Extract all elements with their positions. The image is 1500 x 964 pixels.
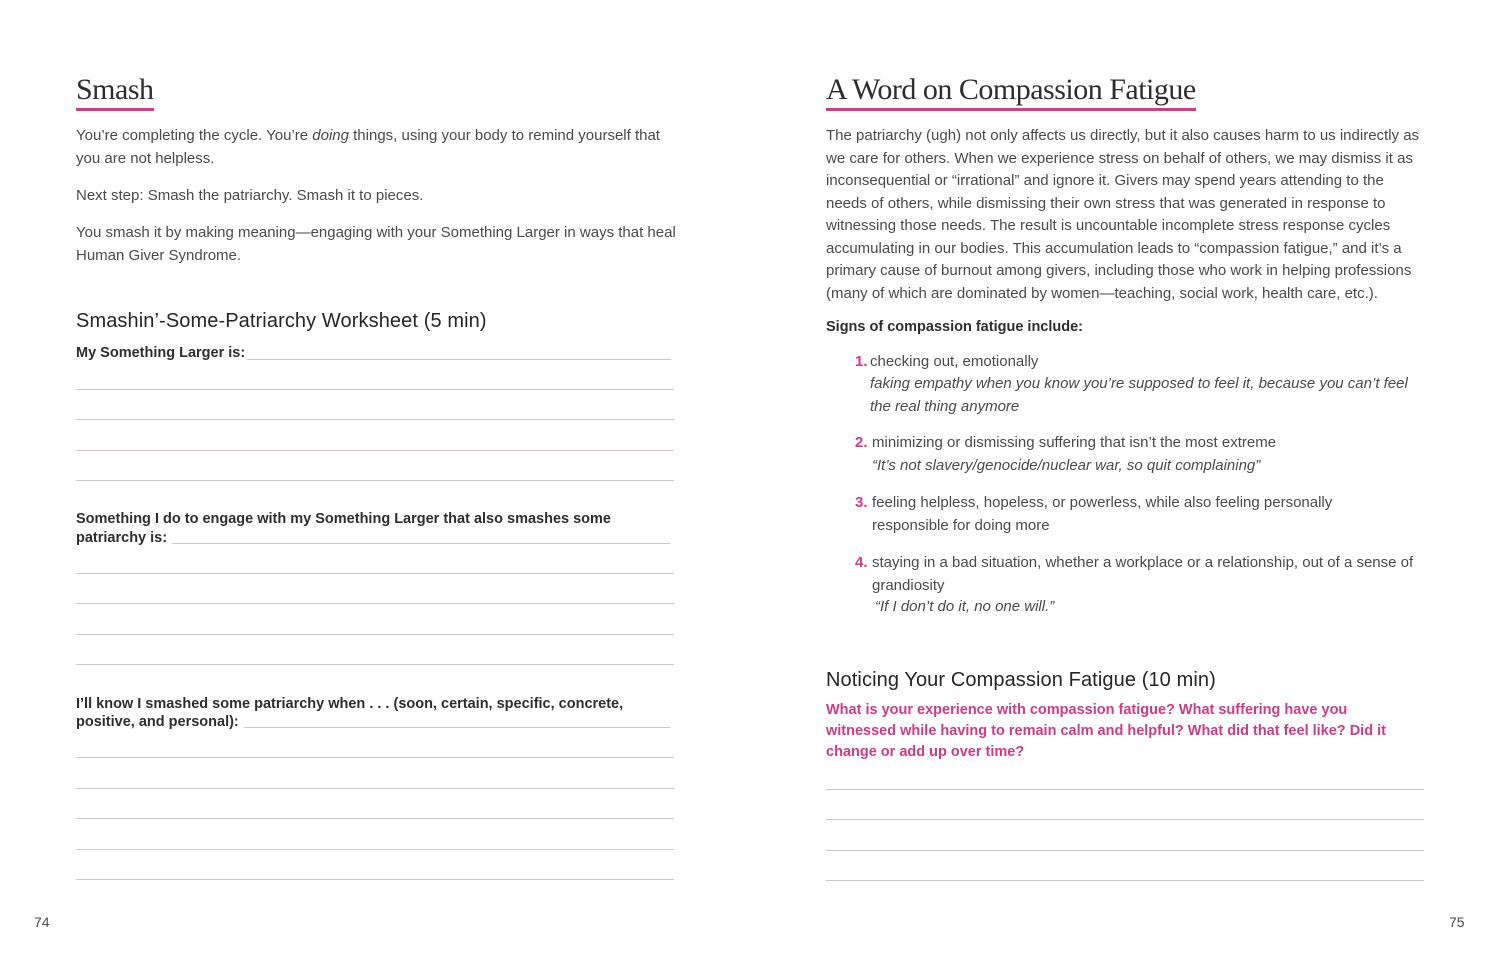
sign-example-1: faking empathy when you know you’re supposed to feel it, because you can’t feel the real thing anymore bbox=[870, 375, 1408, 415]
answer-line[interactable] bbox=[826, 850, 1424, 851]
noticing-title: Noticing Your Compassion Fatigue (10 min) bbox=[826, 669, 1216, 691]
answer-line-inline-3[interactable] bbox=[244, 727, 670, 728]
question-know-line2: positive, and personal): bbox=[76, 714, 239, 730]
answer-line[interactable] bbox=[76, 573, 674, 574]
signs-label: Signs of compassion fatigue include: bbox=[826, 319, 1083, 335]
sign-text-3: feeling helpless, hopeless, or powerless, while also feeling personally responsible for doing more bbox=[872, 494, 1333, 534]
answer-line[interactable] bbox=[76, 450, 674, 451]
answer-line-inline-2[interactable] bbox=[172, 543, 670, 544]
intro-emphasis: doing bbox=[312, 127, 349, 144]
sign-number-2: 2. bbox=[855, 434, 868, 451]
question-know-line1: I’ll know I smashed some patriarchy when . . . (soon, certain, specific, concrete, bbox=[76, 696, 624, 712]
sign-number-1: 1. bbox=[855, 353, 868, 370]
page-number-right: 75 bbox=[1449, 914, 1465, 930]
meaning-text: You smash it by making meaning—engaging with your Something Larger in ways that heal Human Giver Syndrome. bbox=[76, 224, 676, 264]
sign-text-4: staying in a bad situation, whether a workplace or a relationship, out of a sense of grandiosity bbox=[872, 554, 1414, 594]
intro-text-2: things, using your body to remind yourself that you are not helpless. bbox=[76, 127, 660, 167]
worksheet-title: Smashin’-Some-Patriarchy Worksheet (5 min) bbox=[76, 310, 487, 332]
right-page bbox=[826, 0, 1426, 964]
sign-number-3: 3. bbox=[855, 494, 868, 511]
answer-line[interactable] bbox=[76, 389, 674, 390]
left-page bbox=[76, 0, 676, 964]
answer-line[interactable] bbox=[76, 419, 674, 420]
answer-line[interactable] bbox=[826, 819, 1424, 820]
answer-line[interactable] bbox=[76, 603, 674, 604]
answer-line[interactable] bbox=[76, 757, 674, 758]
smash-intro bbox=[76, 125, 676, 170]
smash-title: Smash bbox=[76, 72, 154, 111]
sign-example-2: “It’s not slavery/genocide/nuclear war, so quit complaining” bbox=[872, 457, 1261, 474]
intro-text-1: You’re completing the cycle. You’re bbox=[76, 127, 313, 144]
sign-example-4: “If I don’t do it, no one will.” bbox=[875, 598, 1055, 615]
answer-line[interactable] bbox=[76, 818, 674, 819]
answer-line[interactable] bbox=[76, 849, 674, 850]
answer-line[interactable] bbox=[76, 664, 674, 665]
compassion-fatigue-title: A Word on Compassion Fatigue bbox=[826, 72, 1196, 111]
question-engage-line1: Something I do to engage with my Something Larger that also smashes some bbox=[76, 511, 611, 527]
answer-line[interactable] bbox=[76, 879, 674, 880]
noticing-prompt: What is your experience with compassion fatigue? What suffering have you witnessed while having to remain calm and helpful? What did that feel like? Did it change or add up over time? bbox=[826, 702, 1386, 760]
answer-line[interactable] bbox=[826, 880, 1424, 881]
answer-line[interactable] bbox=[76, 788, 674, 789]
page-number-left: 74 bbox=[34, 914, 50, 930]
sign-number-4: 4. bbox=[855, 554, 868, 571]
answer-line-inline-1[interactable] bbox=[247, 359, 671, 360]
question-something-larger: My Something Larger is: bbox=[76, 345, 246, 361]
question-engage-line2: patriarchy is: bbox=[76, 530, 168, 546]
next-step-text: Next step: Smash the patriarchy. Smash it to pieces. bbox=[76, 187, 424, 204]
answer-line[interactable] bbox=[826, 789, 1424, 790]
answer-line[interactable] bbox=[76, 480, 674, 481]
sign-text-1: checking out, emotionally bbox=[870, 353, 1039, 370]
compassion-fatigue-body: The patriarchy (ugh) not only affects us directly, but it also causes harm to us indirectly as we care for others. When we experience stress on behalf of others, we may dismiss it as inconsequential or “irrational” and ignore it. Givers may spend years attending to the needs of others, while dismissing their own stress that was generated in response to witnessing those needs. The result is uncountable incomplete stress response cycles accumulating in our bodies. This accumulation leads to “compassion fatigue,” and it’s a primary cause of burnout among givers, including those who work in helping professions (many of which are dominated by women—teaching, social work, health care, etc.). bbox=[826, 127, 1420, 302]
answer-line[interactable] bbox=[76, 634, 674, 635]
sign-text-2: minimizing or dismissing suffering that isn’t the most extreme bbox=[872, 434, 1277, 451]
